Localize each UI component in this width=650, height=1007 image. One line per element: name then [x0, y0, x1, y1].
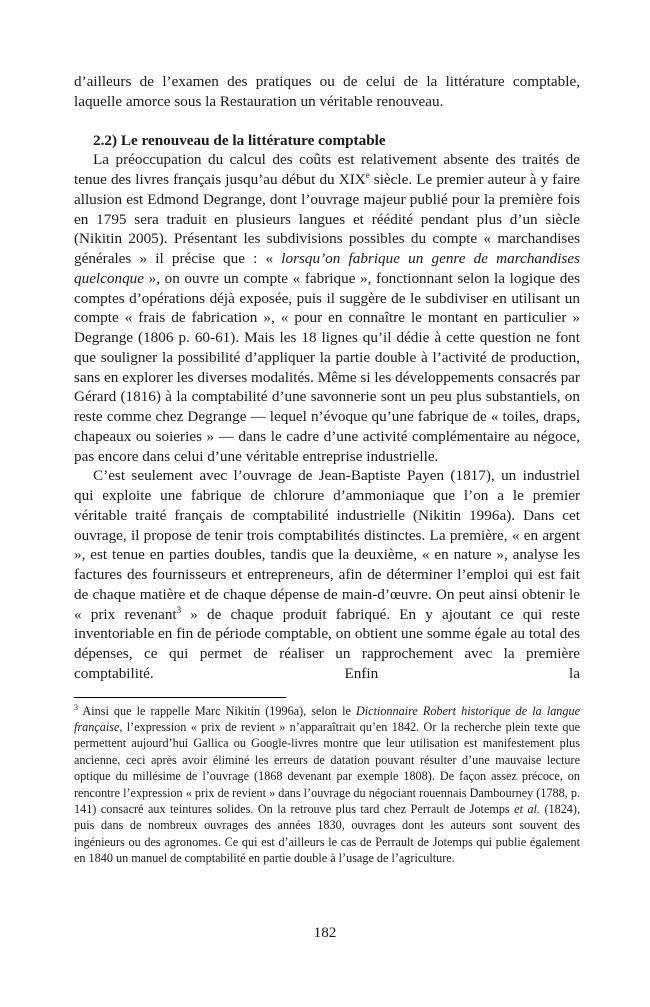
paragraph-2-text-b: » de chaque produit fabriqué. En y ajoutant ce qui reste inventoriable en fin de période comptable, on obtient une somme égale au total des dépenses, ce qui permet de réaliser un rapprochement avec la première comptabilité. Enfin la [74, 605, 580, 682]
paragraph-1 [74, 150, 580, 466]
document-page [74, 72, 580, 867]
paragraph-2-text-a: C’est seulement avec l’ouvrage de Jean-Baptiste Payen (1817), un industriel qui exploite une fabrique de chlorure d’ammoniaque que l’on a le premier véritable traité français de comptabilité industrielle (Nikitin 1996a). Dans cet ouvrage, il propose de tenir trois comptabilités distinctes. La première, « en argent », est tenue en parties doubles, tandis que la deuxième, « en nature », analyse les factures des fournisseurs et entrepreneurs, afin de déterminer l’emploi qui est fait de chaque matière et de chaque dépense de main-d’œuvre. On peut ainsi obtenir le « prix revenant [74, 467, 580, 623]
century-superscript: e [365, 170, 370, 180]
section-heading: 2.2) Le renouveau de la littérature comptable [93, 131, 386, 149]
footnote-separator [74, 697, 286, 698]
paragraph-1-text-b: siècle. Le premier auteur à y faire allusion est Edmond Degrange, dont l’ouvrage majeur publié pour la première fois en 1795 sera traduit en plusieurs langues et réédité pendant plus d’un siècle (Nikitin 2005). Présentant les subdivisions possibles du compte « marchandises générales » il précise que : « [74, 171, 580, 267]
footnote-text-a: Ainsi que le rappelle Marc Nikitin (1996a), selon le [78, 703, 356, 718]
dictionary-title: Dictionnaire Robert historique de la langue française [74, 703, 580, 734]
degrange-quote: lorsqu’on fabrique un genre de marchandises quelconque [74, 250, 580, 287]
footnote-text-b: , l’expression « prix de revient » n’apparaîtrait qu’en 1842. Or la recherche plein texte que permettent aujourd’hui Gallica ou Google-livres montre que leur utilisation est manifestement plus ancienne, ceci après avoir éliminé les erreurs de datation pouvant résulter d’une mauvaise lecture optique du millésime de l’ouvrage (1868 devenant par exemple 1808). De façon assez précoce, on rencontre l’expression « prix de revient » dans l’ouvrage du négociant rouennais Dambourney (1788, p. 141) consacré aux teintures solides. On la retrouve plus tard chez Perrault de Jotemps [74, 719, 580, 816]
et-al: et al. [514, 801, 540, 816]
footnote-number: 3 [74, 702, 78, 712]
footnote-reference[interactable]: 3 [176, 604, 182, 615]
footnote-3 [74, 703, 580, 867]
page-number: 182 [313, 924, 337, 941]
paragraph-1-text-a: La préoccupation du calcul des coûts est relativement absente des traités de tenue des livres français jusqu’au début du XIX [74, 151, 580, 188]
paragraph-2 [74, 466, 580, 683]
footnote-text-c: (1824), puis dans de nombreux ouvrages des années 1830, ouvrages dont les auteurs sont souvent des ingénieurs ou des agronomes. Ce qui est d’ailleurs le cas de Perrault de Jotemps qui publie également en 1840 un manuel de comptabilité en partie double à l’usage de l’agriculture. [74, 801, 580, 866]
intro-paragraph: d’ailleurs de l’examen des pratiques ou de celui de la littérature comptable, laquelle amorce sous la Restauration un véritable renouveau. [74, 73, 580, 110]
paragraph-1-text-c: », on ouvre un compte « fabrique », fonctionnant selon la logique des comptes d’opérations déjà exposée, puis il suggère de le subdiviser en utilisant un compte « frais de fabrication », « pour en connaître le montant en particulier » Degrange (1806 p. 60-61). Mais les 18 lignes qu’il dédie à cette question ne font que souligner la possibilité d’appliquer la partie double à l’activité de production, sans en explorer les diverses modalités. Même si les développements consacrés par Gérard (1816) à la comptabilité d’une savonnerie sont un peu plus substantiels, on reste comme chez Degrange — lequel n’évoque qu’une fabrique de « toiles, draps, chapeaux ou soieries » — dans le cadre d’une activité complémentaire au négoce, pas encore dans celui d’une véritable entreprise industrielle. [74, 269, 580, 465]
